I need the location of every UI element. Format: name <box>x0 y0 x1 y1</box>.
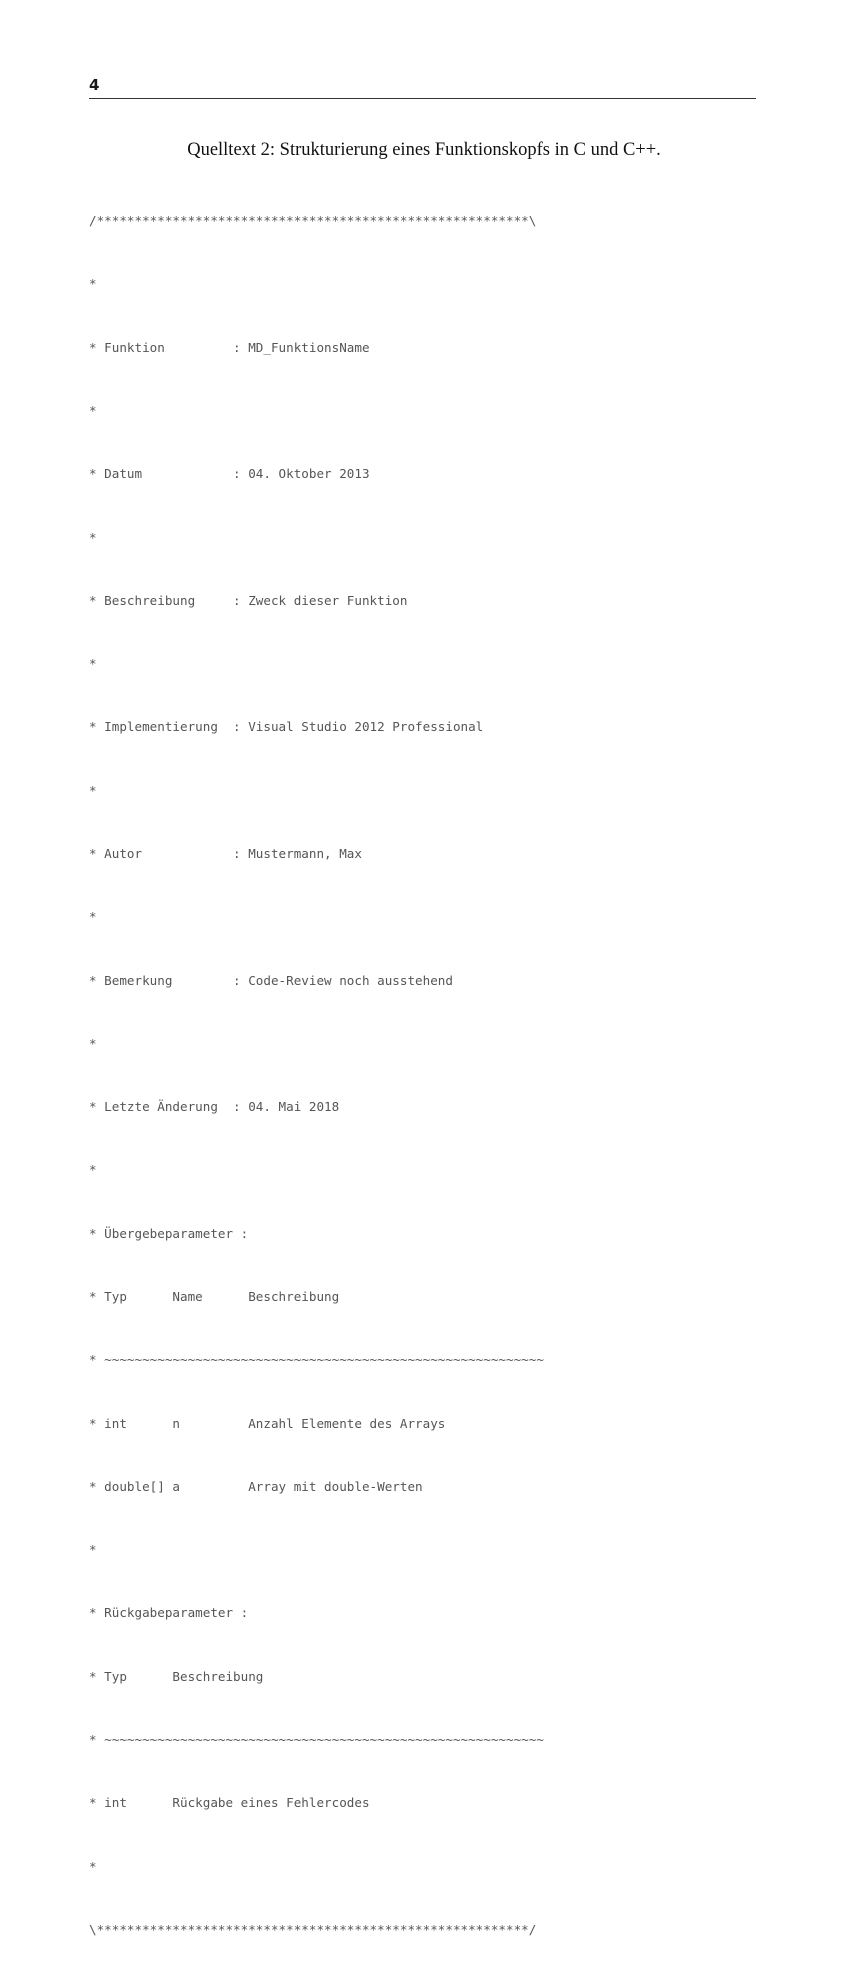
code-line: * Letzte Änderung : 04. Mai 2018 <box>89 1099 340 1115</box>
code-line: * <box>89 1542 97 1558</box>
page-number: 4 <box>89 76 100 94</box>
code-line: * Rückgabeparameter : <box>89 1605 249 1621</box>
code-line: * Implementierung : Visual Studio 2012 Professional <box>89 719 484 735</box>
code-listing <box>89 168 756 1961</box>
code-line: * <box>89 403 97 419</box>
code-line: * <box>89 1035 97 1051</box>
header-rule <box>89 98 756 99</box>
code-line: * int n Anzahl Elemente des Arrays <box>89 1415 446 1431</box>
code-line: * Beschreibung : Zweck dieser Funktion <box>89 592 408 608</box>
code-line: * Funktion : MD_FunktionsName <box>89 339 370 355</box>
code-line: * Übergebeparameter : <box>89 1225 249 1241</box>
code-line: * <box>89 276 97 292</box>
code-line: * ~~~~~~~~~~~~~~~~~~~~~~~~~~~~~~~~~~~~~~~~~~~~~~~~~~~~~~~~~~ <box>89 1352 544 1368</box>
code-line: * Typ Beschreibung <box>89 1668 264 1684</box>
code-line: * ~~~~~~~~~~~~~~~~~~~~~~~~~~~~~~~~~~~~~~~~~~~~~~~~~~~~~~~~~~ <box>89 1731 544 1747</box>
code-line: /*********************************************************\ <box>89 213 537 229</box>
code-line: * double[] a Array mit double-Werten <box>89 1478 423 1494</box>
code-line: * <box>89 782 97 798</box>
code-line: * <box>89 1858 97 1874</box>
code-line: * Datum : 04. Oktober 2013 <box>89 466 370 482</box>
code-line: * <box>89 529 97 545</box>
code-line: * Bemerkung : Code-Review noch ausstehend <box>89 972 453 988</box>
code-line: * <box>89 909 97 925</box>
code-line: * int Rückgabe eines Fehlercodes <box>89 1795 370 1811</box>
code-line: * Typ Name Beschreibung <box>89 1288 340 1304</box>
code-line: \*********************************************************/ <box>89 1921 537 1937</box>
code-line: * Autor : Mustermann, Max <box>89 846 362 861</box>
listing-caption: Quelltext 2: Strukturierung eines Funktionskopfs in C und C++. <box>187 140 661 160</box>
code-line: * <box>89 1162 97 1178</box>
code-line: * <box>89 656 97 672</box>
